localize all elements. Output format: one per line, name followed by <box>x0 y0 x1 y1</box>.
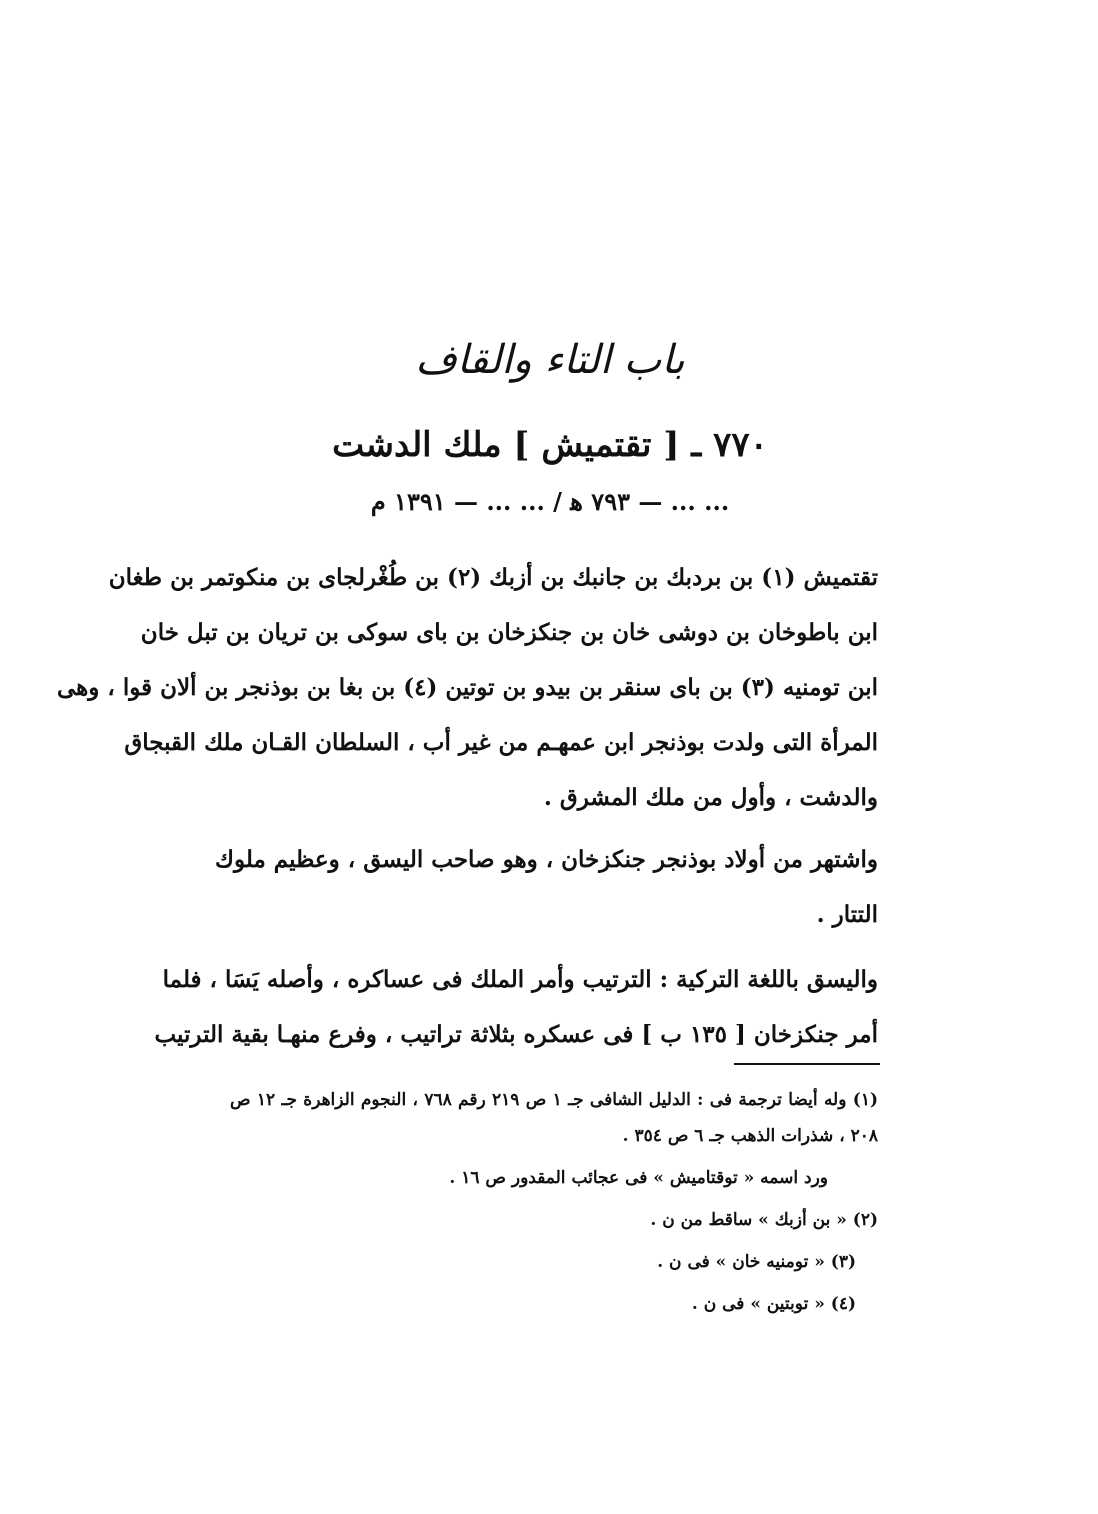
footnote-3: (٣) « تومنيه خان » فى ن . <box>657 1252 856 1272</box>
paragraph-3 <box>154 952 878 1062</box>
body-line: تقتميش (١) بن بردبك بن جانبك بن أزبك (٢) بن طُغْرلجاى بن منكوتمر بن طغان <box>108 564 878 591</box>
body-line: المرأة التى ولدت بوذنجر ابن عمهـم من غير أب ، السلطان القـان ملك القبجاق <box>124 729 878 756</box>
chapter-heading: باب التاء والقاف <box>415 337 685 383</box>
body-line: التتار . <box>816 901 878 928</box>
footnotes <box>230 1082 878 1322</box>
footnote-2: (٢) « بن أزبك » ساقط من ن . <box>650 1210 878 1230</box>
entry-dates: ... ... — ٧٩٣ ﻫ / ... ... — ١٣٩١ م <box>370 487 730 516</box>
footnote-divider <box>734 1063 880 1065</box>
footnote-4: (٤) « توبتين » فى ن . <box>691 1294 856 1314</box>
body-line: أمر جنكزخان [ ١٣٥ ب ] فى عسكره بثلاثة تراتيب ، وفرع منهـا بقية الترتيب <box>154 1021 878 1048</box>
paragraph-1 <box>56 550 878 825</box>
body-line: والدشت ، وأول من ملك المشرق . <box>543 784 878 811</box>
footnote-1-line-1: (١) وله أيضا ترجمة فى : الدليل الشافى جـ ١ ص ٢١٩ رقم ٧٦٨ ، النجوم الزاهرة جـ ١٢ ص <box>230 1090 878 1110</box>
body-line: ابن تومنيه (٣) بن باى سنقر بن بيدو بن توتين (٤) بن بغا بن بوذنجر بن ألان قوا ، وهى <box>56 674 878 701</box>
paragraph-2 <box>215 832 878 942</box>
entry-title: ٧٧٠ ـ [ تقتميش ] ملك الدشت <box>332 425 768 465</box>
footnote-1-note: ورد اسمه « توقتاميش » فى عجائب المقدور ص ١٦ . <box>449 1168 828 1188</box>
body-line: واشتهر من أولاد بوذنجر جنكزخان ، وهو صاحب اليسق ، وعظيم ملوك <box>215 846 878 873</box>
body-line: واليسق باللغة التركية : الترتيب وأمر الملك فى عساكره ، وأصله يَسَا ، فلما <box>162 966 878 993</box>
footnote-1-line-2: ٢٠٨ ، شذرات الذهب جـ ٦ ص ٣٥٤ . <box>622 1126 878 1146</box>
body-line: ابن باطوخان بن دوشى خان بن جنكزخان بن باى سوكى بن تريان بن تبل خان <box>140 619 878 646</box>
